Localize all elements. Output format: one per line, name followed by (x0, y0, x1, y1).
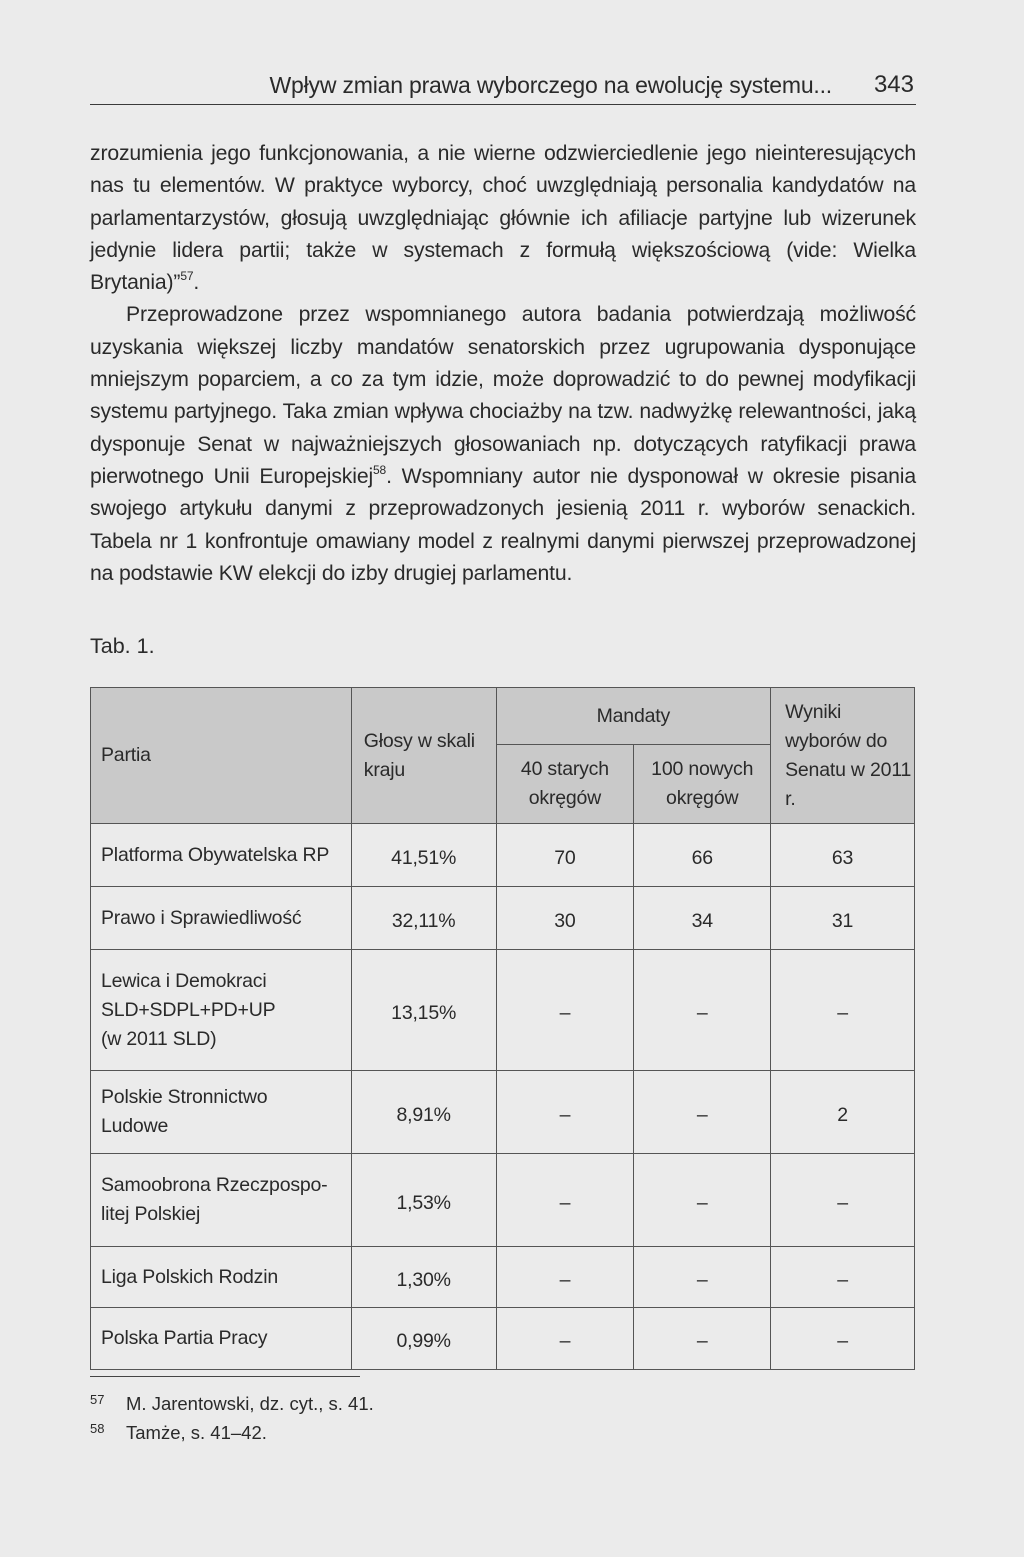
header-old-districts: 40 starych okręgów (496, 745, 634, 824)
senate-result: – (771, 1154, 915, 1247)
new-districts-seats: – (634, 1247, 771, 1308)
senate-result: 2 (771, 1071, 915, 1154)
senate-result: – (771, 950, 915, 1071)
old-districts-seats: 70 (496, 824, 634, 887)
party-name (91, 1154, 352, 1247)
running-header (90, 70, 916, 105)
paragraph-2 (90, 299, 916, 590)
party-name (91, 1071, 352, 1154)
header-votes: Głosy w skali kraju (351, 688, 496, 824)
old-districts-seats: – (496, 950, 634, 1071)
votes-share: 1,30% (351, 1247, 496, 1308)
party-name-line: Ludowe (101, 1115, 169, 1137)
paragraph-1-end: . (193, 271, 200, 295)
party-name-line: Lewica i Demokraci (101, 969, 267, 992)
new-districts-seats: – (634, 1071, 771, 1154)
old-districts-seats: 30 (496, 887, 634, 950)
party-name: Polska Partia Pracy (91, 1308, 352, 1370)
footnote-text: Tamże, s. 41–42. (126, 1422, 267, 1443)
new-districts-seats: – (634, 1154, 771, 1247)
table-row (91, 1071, 915, 1154)
party-name (91, 950, 352, 1071)
results-table (90, 687, 915, 1370)
paragraph-1 (90, 138, 916, 299)
header-results: Wyniki wyborów do Senatu w 2011 r. (771, 688, 915, 824)
party-name: Prawo i Sprawiedliwość (91, 887, 352, 950)
table-row (91, 950, 915, 1071)
footnote-ref-57: 57 (180, 269, 194, 284)
table-row (91, 887, 915, 950)
senate-result: – (771, 1247, 915, 1308)
senate-result: – (771, 1308, 915, 1370)
senate-result: 63 (771, 824, 915, 887)
header-mandates: Mandaty (496, 688, 771, 745)
old-districts-seats: – (496, 1154, 634, 1247)
footnote-ref-58: 58 (373, 462, 387, 477)
party-name-line: (w 2011 SLD) (101, 1027, 217, 1050)
new-districts-seats: 66 (634, 824, 771, 887)
party-name-line: SLD+SDPL+PD+UP (101, 998, 276, 1021)
new-districts-seats: 34 (634, 887, 771, 950)
page-number: 343 (873, 71, 914, 98)
footnote-number: 58 (90, 1421, 105, 1436)
paragraph-1-text: zrozumienia jego funkcjonowania, a nie wierne odzwierciedlenie jego nieinteresujących nas tu elementów. W praktyce wyborcy, choć uwzględniają personalia kandydatów na parlamentarzystów, głosują uwzględniając głównie ich afiliacje partyjne lub wizerunek jedynie lidera partii; także w systemach z formułą większościową (vide: Wielka Brytania)” (90, 142, 916, 295)
old-districts-seats: – (496, 1247, 634, 1308)
footnotes (90, 1389, 374, 1447)
votes-share: 0,99% (351, 1308, 496, 1370)
votes-share: 13,15% (351, 950, 496, 1071)
party-name-line: Samoobrona Rzeczpospo- (101, 1174, 328, 1196)
senate-result: 31 (771, 887, 915, 950)
votes-share: 8,91% (351, 1071, 496, 1154)
footnote-number: 57 (90, 1392, 105, 1407)
paragraph-2-text-a: Przeprowadzone przez wspomnianego autora badania potwierdzają możliwość uzyskania większej liczby mandatów senatorskich przez ugrupowania dysponujące mniejszym poparciem, a co za tym idzie, może doprowadzić to do pewnej modyfikacji systemu partyjnego. Taka zmian wpływa chociażby na tzw. nadwyżkę relewantności, jaką dysponuje Senat w najważniejszych głosowaniach np. dotyczących ratyfikacji prawa pierwotnego Unii Europejskiej (90, 303, 916, 488)
running-title: Wpływ zmian prawa wyborczego na ewolucję systemu... (269, 72, 832, 98)
party-name: Liga Polskich Rodzin (91, 1247, 352, 1308)
table-caption: Tab. 1. (90, 634, 155, 658)
table-row (91, 1154, 915, 1247)
votes-share: 41,51% (351, 824, 496, 887)
votes-share: 32,11% (351, 887, 496, 950)
table-header-row (91, 688, 915, 745)
new-districts-seats: – (634, 950, 771, 1071)
header-new-districts: 100 nowych okręgów (634, 745, 771, 824)
old-districts-seats: – (496, 1071, 634, 1154)
footnote-58 (90, 1418, 374, 1447)
body-text (90, 138, 916, 590)
table-row (91, 824, 915, 887)
party-name-line: Polskie Stronnictwo (101, 1086, 268, 1108)
header-party: Partia (91, 688, 352, 824)
votes-share: 1,53% (351, 1154, 496, 1247)
footnote-divider (90, 1376, 360, 1377)
party-name-line: litej Polskiej (101, 1203, 201, 1225)
footnote-57 (90, 1389, 374, 1418)
paragraph-2-text-b: . Wspomniany autor nie dysponował w okresie pisania swojego artykułu danymi z przeprowadzonych jesienią 2011 r. wyborów senackich. Tabela nr 1 konfrontuje omawiany model z realnymi danymi pierwszej przeprowadzonej na podstawie KW elekcji do izby drugiej parlamentu. (90, 464, 917, 585)
footnote-text: M. Jarentowski, dz. cyt., s. 41. (126, 1393, 374, 1414)
new-districts-seats: – (634, 1308, 771, 1370)
party-name: Platforma Obywatelska RP (91, 824, 352, 887)
table-row (91, 1247, 915, 1308)
table-row (91, 1308, 915, 1370)
old-districts-seats: – (496, 1308, 634, 1370)
